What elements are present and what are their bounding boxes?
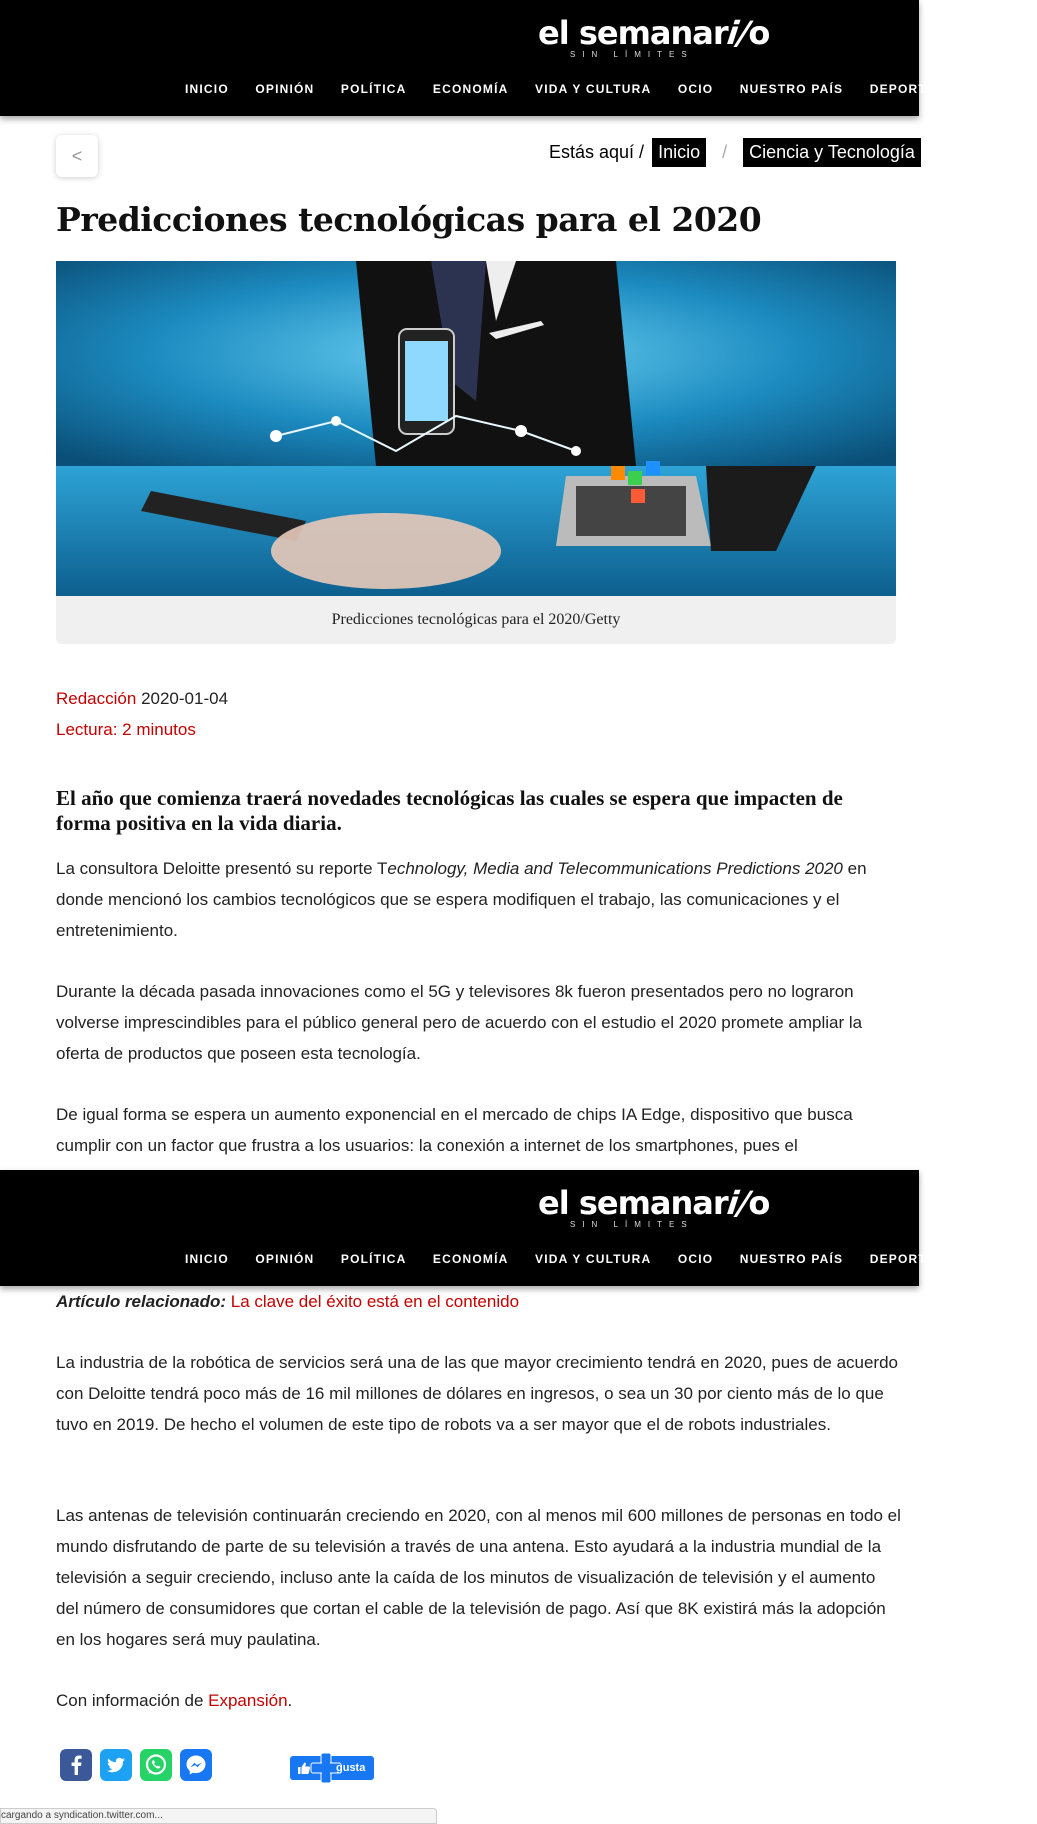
sticky-nav-item-nuestro-pais[interactable]: NUESTRO PAÍS bbox=[739, 1252, 844, 1266]
nav-item-ocio[interactable]: OCIO bbox=[677, 82, 714, 96]
logo-tagline: SIN LÍMITES bbox=[570, 50, 694, 59]
back-button[interactable]: < bbox=[56, 135, 98, 177]
like-label: gusta bbox=[336, 1762, 366, 1774]
paragraph-3: De igual forma se espera un aumento exponencial en el mercado de chips IA Edge, dispositivo que busca cumplir con un factor que frustra a los usuarios: la conexión a internet de los smartphones, pues el bbox=[56, 1105, 853, 1155]
nav-item-politica[interactable]: POLÍTICA bbox=[340, 82, 407, 96]
featured-image bbox=[56, 261, 896, 596]
related-article bbox=[56, 1286, 901, 1317]
messenger-icon[interactable] bbox=[180, 1749, 212, 1781]
article-title: Predicciones tecnológicas para el 2020 bbox=[56, 200, 762, 239]
reading-time: Lectura: 2 minutos bbox=[56, 720, 196, 739]
main-nav bbox=[185, 80, 1037, 98]
sticky-header bbox=[0, 1170, 1016, 1286]
breadcrumb-label: Estás aquí / bbox=[549, 142, 645, 162]
sticky-nav-item-economia[interactable]: ECONOMÍA bbox=[432, 1252, 509, 1266]
author-link[interactable]: Redacción bbox=[56, 689, 137, 708]
nav-item-vida-y-cultura[interactable]: VIDA Y CULTURA bbox=[534, 82, 652, 96]
paragraph-1: La consultora Deloitte presentó su reporte Technology, Media and Telecommunications Predictions 2020 en donde mencionó los cambios tecnológicos que se espera modifiquen el trabajo, las comunicaciones y el entretenimiento. bbox=[56, 859, 867, 940]
twitter-icon[interactable] bbox=[100, 1749, 132, 1781]
article-lead: El año que comienza traerá novedades tecnológicas las cuales se espera que impacten de forma positiva en la vida diaria. bbox=[56, 786, 843, 835]
sticky-nav-item-deportes[interactable]: DEPORTES bbox=[869, 1252, 946, 1266]
sticky-main-nav bbox=[185, 1250, 1037, 1268]
nav-item-economia[interactable]: ECONOMÍA bbox=[432, 82, 509, 96]
browser-status-bar: cargando a syndication.twitter.com... bbox=[0, 1808, 437, 1824]
site-header bbox=[0, 0, 1016, 116]
featured-figure bbox=[56, 261, 896, 644]
breadcrumb-section[interactable]: Ciencia y Tecnología bbox=[743, 138, 921, 167]
sticky-site-logo[interactable]: el semanari/o SIN LÍMITES bbox=[538, 1184, 770, 1229]
paragraph-4: La industria de la robótica de servicios será una de las que mayor crecimiento tendrá en 2020, pues de acuerdo con Deloitte tendrá poco más de 16 mil millones de dólares en ingresos, o sea un 30 por ciento más de lo que tuvo en 2019. De hecho el volumen de este tipo de robots va a ser mayor que el de robots industriales. bbox=[56, 1353, 899, 1434]
whatsapp-icon[interactable] bbox=[140, 1749, 172, 1781]
site-logo[interactable]: el semanari/o SIN LÍMITES bbox=[538, 14, 770, 59]
facebook-icon[interactable] bbox=[60, 1749, 92, 1781]
source-line: Con información de Expansión. bbox=[56, 1691, 293, 1710]
article-byline bbox=[56, 689, 228, 709]
sticky-nav-item-opinion[interactable]: OPINIÓN bbox=[255, 1252, 315, 1266]
like-button[interactable] bbox=[290, 1756, 374, 1780]
breadcrumb-separator: / bbox=[722, 142, 728, 162]
nav-item-nuestro-pais[interactable]: NUESTRO PAÍS bbox=[739, 82, 844, 96]
nav-item-ciencia[interactable]: CIENC bbox=[971, 82, 1016, 96]
breadcrumb-home[interactable]: Inicio bbox=[652, 138, 706, 167]
sticky-logo-tagline: SIN LÍMITES bbox=[570, 1220, 694, 1229]
related-link[interactable]: La clave del éxito está en el contenido bbox=[230, 1292, 520, 1311]
sticky-nav-item-inicio[interactable]: INICIO bbox=[185, 1252, 229, 1266]
breadcrumb bbox=[549, 138, 921, 167]
nav-item-inicio[interactable]: INICIO bbox=[185, 82, 229, 96]
sticky-nav-item-politica[interactable]: POLÍTICA bbox=[340, 1252, 407, 1266]
sticky-nav-item-vida-y-cultura[interactable]: VIDA Y CULTURA bbox=[534, 1252, 652, 1266]
paragraph-5: Las antenas de televisión continuarán creciendo en 2020, con al menos mil 600 millones de personas en todo el mundo disfrutando de parte de su televisión a través de una antena. Esto ayudará a la industria mundial de la televisión a seguir creciendo, incluso ante la caída de los minutos de visualización de televisión y el aumento del número de consumidores que cortan el cable de la televisión de pago. Así que 8K existirá más la adopción en los hogares será muy paulatina. bbox=[56, 1506, 901, 1649]
nav-item-opinion[interactable]: OPINIÓN bbox=[255, 82, 315, 96]
nav-item-deportes[interactable]: DEPORTES bbox=[869, 82, 946, 96]
image-caption: Predicciones tecnológicas para el 2020/Getty bbox=[331, 611, 621, 628]
paragraph-2: Durante la década pasada innovaciones como el 5G y televisores 8k fueron presentados pero no lograron volverse imprescindibles para el público general pero de acuerdo con el estudio el 2020 promete ampliar la oferta de productos que poseen esta tecnología. bbox=[56, 982, 863, 1063]
publish-date: 2020-01-04 bbox=[141, 689, 229, 708]
sticky-nav-item-ciencia[interactable]: CIENC bbox=[971, 1252, 1016, 1266]
source-link[interactable]: Expansión bbox=[208, 1691, 288, 1710]
sticky-nav-item-ocio[interactable]: OCIO bbox=[677, 1252, 714, 1266]
related-label: Artículo relacionado: bbox=[56, 1292, 227, 1311]
